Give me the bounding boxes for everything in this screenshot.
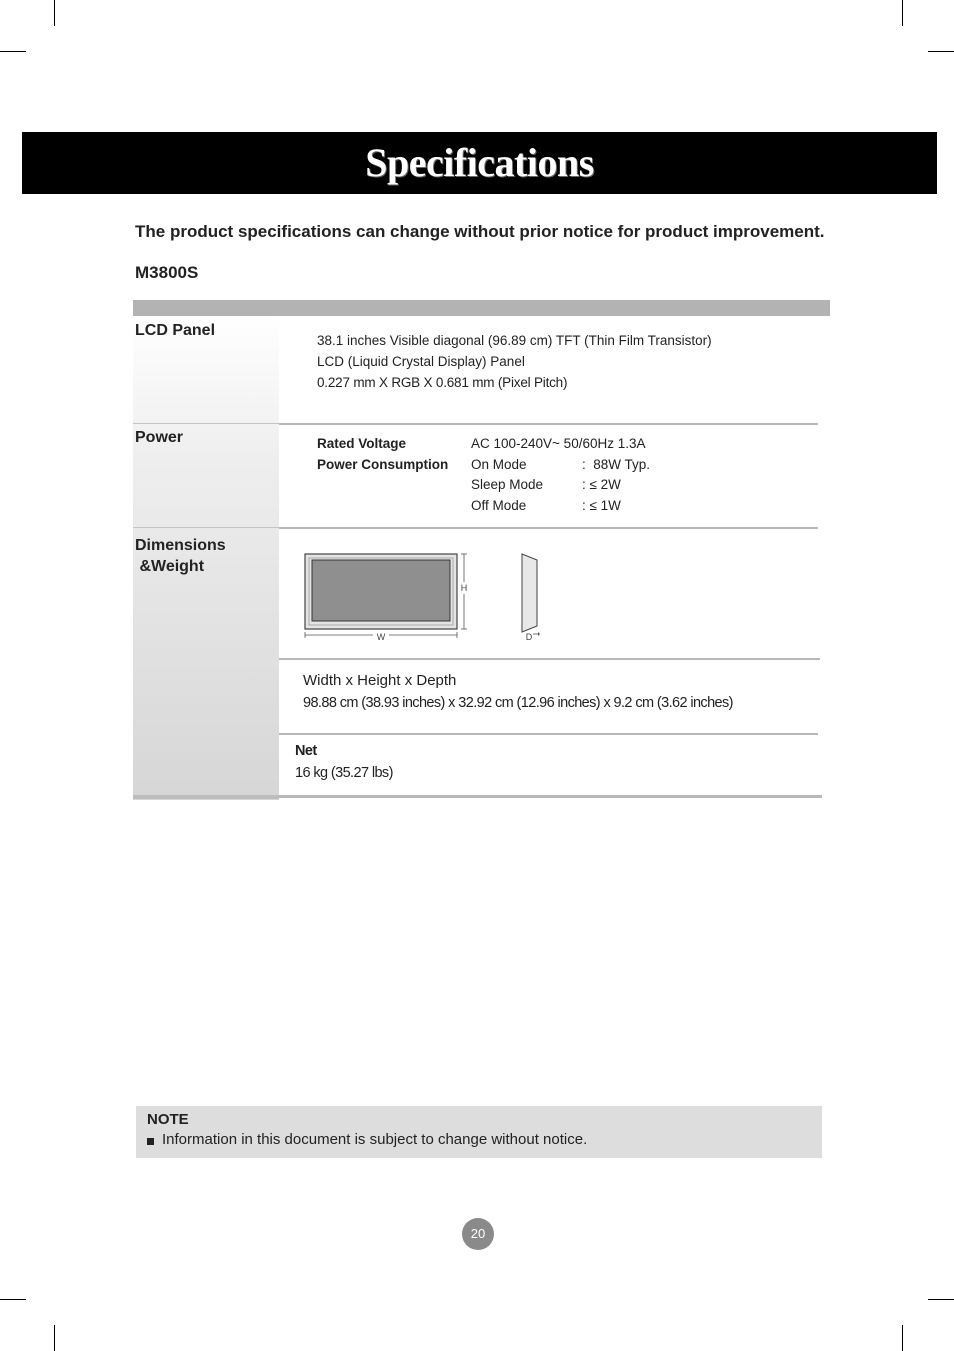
- section-divider: [279, 733, 818, 735]
- power-mode-name: On Mode: [471, 457, 527, 472]
- table-header-bar: [133, 300, 830, 316]
- crop-mark: [902, 1325, 903, 1351]
- power-consumption-label: Power Consumption: [317, 457, 449, 472]
- crop-mark: [902, 0, 903, 26]
- dimensions-value: 98.88 cm (38.93 inches) x 32.92 cm (12.96 inches) x 9.2 cm (3.62 inches): [303, 695, 733, 711]
- model-name: M3800S: [135, 263, 199, 282]
- crop-mark: [928, 1299, 954, 1300]
- spec-change-notice: The product specifications can change without prior notice for product improvement.: [135, 222, 825, 241]
- lcd-spec-line: 0.227 mm X RGB X 0.681 mm (Pixel Pitch): [317, 375, 568, 390]
- category-divider: [133, 527, 279, 528]
- crop-mark: [54, 0, 55, 26]
- power-mode-name: Off Mode: [471, 498, 527, 513]
- section-divider: [279, 423, 818, 425]
- rated-voltage-label: Rated Voltage: [317, 436, 407, 451]
- power-mode-value: : ≤ 1W: [582, 498, 621, 513]
- height-dimension-label: H: [460, 583, 468, 593]
- section-divider: [279, 658, 820, 660]
- crop-mark: [54, 1325, 55, 1351]
- depth-dimension-label: D: [525, 632, 533, 642]
- category-dimensions-line2: &Weight: [135, 558, 205, 575]
- monitor-dimension-diagram: [295, 546, 555, 646]
- width-dimension-label: W: [376, 632, 386, 642]
- dimensions-heading: Width x Height x Depth: [303, 672, 457, 689]
- lcd-spec-line: 38.1 inches Visible diagonal (96.89 cm) TFT (Thin Film Transistor): [317, 333, 712, 348]
- category-divider: [133, 423, 279, 424]
- net-weight-label: Net: [295, 743, 317, 759]
- net-weight-value: 16 kg (35.27 lbs): [295, 765, 393, 781]
- rated-voltage-value: AC 100-240V~ 50/60Hz 1.3A: [471, 436, 646, 451]
- crop-mark: [928, 51, 954, 52]
- note-text: Information in this document is subject to change without notice.: [162, 1131, 588, 1148]
- lcd-spec-line: LCD (Liquid Crystal Display) Panel: [317, 354, 525, 369]
- monitor-side-view: [522, 554, 537, 632]
- category-column-footer: [133, 795, 279, 799]
- category-lcd-panel: LCD Panel: [135, 322, 216, 339]
- page-number: 20: [462, 1218, 494, 1250]
- page-title: Specifications: [365, 140, 594, 185]
- note-title: NOTE: [147, 1111, 189, 1128]
- category-power: Power: [135, 429, 184, 446]
- crop-mark: [0, 51, 26, 52]
- category-dimensions: [135, 535, 226, 577]
- power-mode-value: : 88W Typ.: [582, 457, 651, 472]
- bullet-icon: [147, 1138, 154, 1145]
- title-banner: [22, 132, 937, 194]
- depth-dimension-line: [533, 632, 540, 636]
- power-mode-value: : ≤ 2W: [582, 477, 621, 492]
- category-dimensions-line1: Dimensions: [135, 537, 226, 554]
- section-divider: [279, 527, 818, 529]
- power-mode-name: Sleep Mode: [471, 477, 544, 492]
- table-bottom-border: [279, 795, 822, 798]
- crop-mark: [0, 1299, 26, 1300]
- monitor-front-view: [305, 554, 457, 629]
